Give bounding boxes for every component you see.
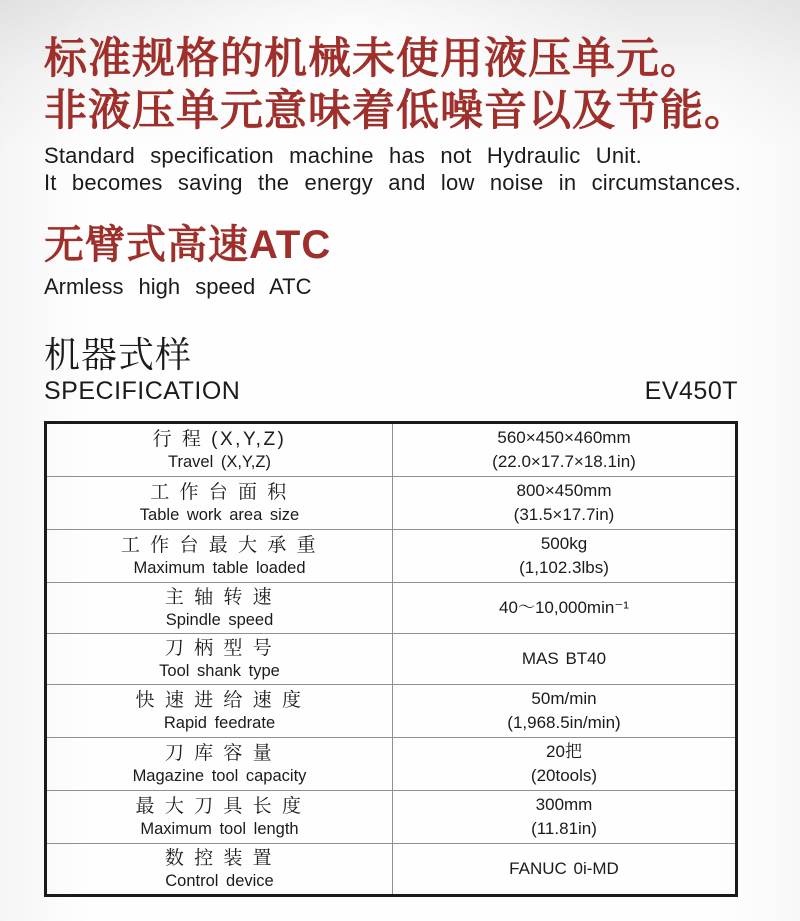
model-code: EV450T	[644, 377, 738, 405]
table-row	[46, 583, 737, 634]
spec-table	[44, 421, 738, 897]
spec-title-zh: 机器式样	[44, 334, 193, 375]
spec-value: 40～10,000min⁻¹	[499, 598, 629, 617]
spec-value-cell	[393, 844, 737, 896]
spec-value: 20把	[546, 742, 582, 761]
spec-value-sub: (1,102.3lbs)	[519, 558, 609, 577]
table-row	[46, 423, 737, 477]
spec-label-zh: 刀 库 容 量	[164, 743, 275, 764]
spec-label-en: Maximum tool length	[140, 820, 299, 838]
spec-value-sub: (31.5×17.7in)	[513, 505, 615, 524]
spec-label-zh: 最 大 刀 具 长 度	[135, 796, 304, 817]
spec-label-zh: 工 作 台 最 大 承 重	[120, 535, 319, 556]
spec-value-cell	[393, 791, 737, 844]
spec-label-en: Control device	[165, 872, 274, 890]
spec-value-sub: (20tools)	[530, 766, 598, 785]
spec-label-en: Tool shank type	[159, 662, 280, 680]
spec-value-cell	[393, 423, 737, 477]
spec-label-en: Maximum table loaded	[133, 559, 306, 577]
headline-en-line1: Standard specification machine has not Hydraulic Unit.	[44, 143, 642, 168]
spec-value-cell	[393, 477, 737, 530]
spec-value-cell	[393, 685, 737, 738]
spec-title-row	[44, 377, 738, 406]
spec-label-zh: 主 轴 转 速	[164, 587, 275, 608]
spec-value-cell	[393, 634, 737, 685]
spec-label-zh: 快 速 进 给 速 度	[135, 690, 304, 711]
spec-label-en: Spindle speed	[165, 611, 274, 629]
table-row	[46, 844, 737, 896]
spec-label-cell	[46, 844, 393, 896]
atc-title-zh: 无臂式高速ATC	[44, 223, 332, 267]
table-row	[46, 791, 737, 844]
spec-label-en: Travel (X,Y,Z)	[168, 453, 271, 471]
spec-label-cell	[46, 423, 393, 477]
spec-label-zh: 工 作 台 面 积	[150, 482, 289, 503]
atc-title-en: Armless high speed ATC	[44, 274, 312, 299]
spec-label-zh: 数 控 装 置	[164, 848, 275, 869]
spec-label-zh: 行 程 (X,Y,Z)	[152, 429, 287, 450]
spec-value-sub: (11.81in)	[531, 819, 597, 838]
spec-label-en: Table work area size	[139, 506, 300, 524]
headline-zh	[44, 33, 748, 137]
headline-en-line2: It becomes saving the energy and low noise in circumstances.	[44, 170, 742, 195]
headline-en	[44, 142, 742, 196]
table-row	[46, 477, 737, 530]
spec-label-cell	[46, 583, 393, 634]
spec-value-sub: (1,968.5in/min)	[507, 713, 621, 732]
spec-label-cell	[46, 530, 393, 583]
spec-value: 50m/min	[531, 689, 597, 708]
table-row	[46, 634, 737, 685]
spec-value: FANUC 0i-MD	[509, 859, 619, 878]
spec-value: 500kg	[540, 534, 588, 553]
headline-zh-line2: 非液压单元意味着低噪音以及节能。	[44, 87, 748, 135]
spec-label-zh: 刀 柄 型 号	[164, 638, 275, 659]
spec-title-en: SPECIFICATION	[44, 377, 241, 405]
spec-value: 300mm	[535, 795, 593, 814]
table-row	[46, 530, 737, 583]
spec-label-cell	[46, 791, 393, 844]
spec-value-cell	[393, 738, 737, 791]
spec-label-cell	[46, 738, 393, 791]
spec-label-en: Rapid feedrate	[163, 714, 276, 732]
spec-value: 560×450×460mm	[497, 428, 631, 447]
spec-value-cell	[393, 583, 737, 634]
spec-value-cell	[393, 530, 737, 583]
spec-value-sub: (22.0×17.7×18.1in)	[492, 452, 636, 471]
spec-value: 800×450mm	[516, 481, 612, 500]
spec-label-cell	[46, 477, 393, 530]
spec-label-cell	[46, 685, 393, 738]
table-row	[46, 685, 737, 738]
table-row	[46, 738, 737, 791]
spec-label-cell	[46, 634, 393, 685]
spec-label-en: Magazine tool capacity	[132, 767, 307, 785]
headline-zh-line1: 标准规格的机械未使用液压单元。	[44, 35, 704, 83]
spec-value: MAS BT40	[521, 649, 607, 668]
